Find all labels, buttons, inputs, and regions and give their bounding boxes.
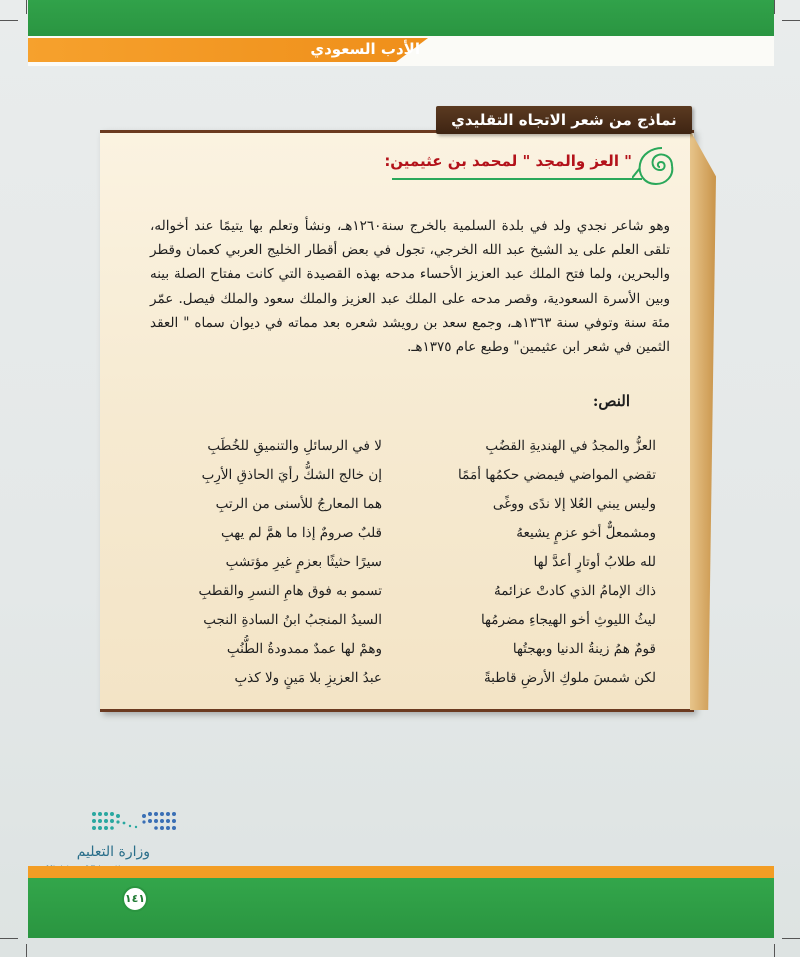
verse-row: [150, 664, 656, 693]
crop-mark: [774, 944, 775, 957]
verse-second-hemistich: سيرًا حثيثًا بعزمٍ غيرِ مؤتشبِ: [225, 554, 382, 570]
verse-first-hemistich: ذاك الإمامُ الذي كادتْ عزائمهُ: [493, 583, 656, 599]
verse-first-hemistich: لكن شمسَ ملوكِ الأرضِ قاطبةً: [483, 670, 656, 686]
verse-first-hemistich: ومشمعلٌّ أخو عزمٍ يشيعهُ: [516, 525, 656, 541]
crop-mark: [26, 0, 27, 14]
crop-mark: [782, 20, 800, 21]
verse-second-hemistich: تسمو به فوق هامِ النسرِ والقطبِ: [198, 583, 382, 599]
page-number: ١٤١: [122, 886, 148, 912]
verse-second-hemistich: السيدُ المنجبُ ابنُ السادةِ النجبِ: [203, 612, 382, 628]
crop-mark: [26, 944, 27, 957]
footer-orange-band: [28, 866, 774, 878]
verse-row: [150, 606, 656, 635]
poem-subtitle: " العز والمجد " لمحمد بن عثيمين:: [384, 152, 632, 170]
book-title: الأدب السعودي: [310, 40, 420, 58]
verse-second-hemistich: قلبٌ صرومٌ إذا ما همَّ لم يهبِ: [220, 525, 382, 541]
verse-first-hemistich: العزُّ والمجدُ في الهنديةِ القضُبِ: [485, 438, 656, 454]
verse-row: [150, 519, 656, 548]
ministry-logo-icon: [84, 806, 184, 840]
top-green-band: [28, 0, 774, 36]
crop-mark: [0, 20, 18, 21]
poem: [150, 432, 656, 693]
crop-mark: [0, 938, 18, 939]
verse-row: [150, 548, 656, 577]
verse-second-hemistich: إن خالج الشكُّ رأيَ الحاذقِ الأرِبِ: [201, 467, 382, 483]
verse-first-hemistich: لله طلابُ أوتارٍ أعدَّ لها: [533, 554, 656, 570]
verse-row: [150, 577, 656, 606]
text-heading: النص:: [592, 392, 630, 410]
ministry-name-arabic: وزارة التعليم: [76, 844, 150, 860]
verse-first-hemistich: وليس يبني العُلا إلا ندًى ووغًى: [492, 496, 656, 512]
parchment-curl: [690, 130, 716, 710]
swirl-ornament-icon: [632, 142, 684, 188]
verse-second-hemistich: عبدُ العزيزِ بلا مَينٍ ولا كذبِ: [234, 670, 382, 686]
crop-mark: [782, 938, 800, 939]
verse-second-hemistich: لا في الرسائلِ والتنميقِ للخُطَبِ: [207, 438, 382, 454]
verse-second-hemistich: هما المعارجُ للأسنى من الرتبِ: [215, 496, 382, 512]
verse-row: [150, 635, 656, 664]
subtitle-underline: [392, 178, 642, 180]
crop-mark: [774, 0, 775, 14]
verse-first-hemistich: ليثُ الليوثِ أخو الهيجاءِ مضرمُها: [480, 612, 656, 628]
verse-first-hemistich: تقضي المواضي فيمضي حكمُها أمَمًا: [458, 467, 656, 483]
section-title: نماذج من شعر الاتجاه التقليدي: [436, 106, 692, 134]
poet-biography: وهو شاعر نجدي ولد في بلدة السلمية بالخرج سنة١٢٦٠هـ، ونشأ وتعلم بها يتيمًا عند أخواله، تلقى العلم على يد الشيخ عبد الله الخرجي، تجول في بعض أقطار الخليج العربي كعمان وقطر والبحرين، ولما فتح الملك عبد العزيز الأحساء مدحه بهذه القصيدة التي كانت مفتاح الصلة بينه وبين الأسرة السعودية، وقصر مدحه على الملك عبد العزيز والملك سعود والملك فيصل. عمّر مئة سنة وتوفي سنة ١٣٦٣هـ، وجمع سعد بن رويشد شعره بعد مماته في ديوان سماه " العقد الثمين في شعر ابن عثيمين" وطبع عام ١٣٧٥هـ.: [150, 218, 670, 356]
verse-row: [150, 461, 656, 490]
verse-row: [150, 490, 656, 519]
verse-row: [150, 432, 656, 461]
verse-second-hemistich: وهمْ لها عمدٌ ممدودةُ الطُّنُبِ: [226, 641, 382, 657]
verse-first-hemistich: قومٌ همُ زينةُ الدنيا وبهجتُها: [512, 641, 656, 657]
